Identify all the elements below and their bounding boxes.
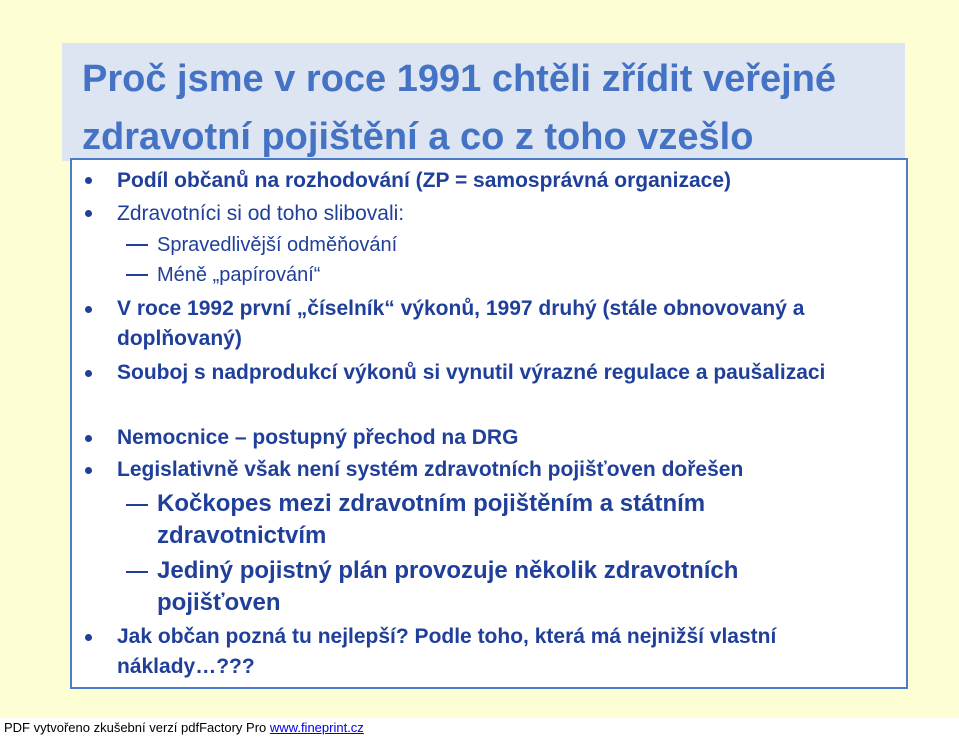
bullet-icon: [85, 467, 92, 474]
bullet-icon: [85, 370, 92, 377]
dash-icon: [126, 504, 148, 506]
footer: [4, 720, 364, 736]
list-item: Jak občan pozná tu nejlepší? Podle toho, která má nejnižší vlastní náklady…???: [117, 625, 777, 678]
list-item: Kočkopes mezi zdravotním pojištěním a státním zdravotnictvím: [157, 490, 706, 549]
list-item: Nemocnice – postupný přechod na DRG: [117, 426, 519, 449]
list-item: Zdravotníci si od toho slibovali:: [117, 202, 405, 225]
list-item: Podíl občanů na rozhodování (ZP = samosprávná organizace): [117, 169, 731, 192]
list-item: Méně „papírování“: [157, 264, 321, 286]
bullet-icon: [85, 210, 92, 217]
bullet-icon: [85, 306, 92, 313]
bullet-icon: [85, 634, 92, 641]
slide-title: Proč jsme v roce 1991 chtěli zřídit veřejné zdravotní pojištění a co z toho vzešlo: [82, 58, 837, 158]
bullet-icon: [85, 435, 92, 442]
bullet-icon: [85, 177, 92, 184]
list-item: Jediný pojistný plán provozuje několik zdravotních pojišťoven: [157, 557, 739, 616]
list-item: Souboj s nadprodukcí výkonů si vynutil výrazné regulace a paušalizaci: [117, 361, 826, 384]
list-item: Spravedlivější odměňování: [157, 234, 398, 256]
footer-link[interactable]: www.fineprint.cz: [269, 720, 364, 735]
dash-icon: [126, 274, 148, 276]
list-item: V roce 1992 první „číselník“ výkonů, 1997 druhý (stále obnovovaný a doplňovaný): [117, 297, 805, 350]
list-item: Legislativně však není systém zdravotních pojišťoven dořešen: [117, 458, 744, 481]
dash-icon: [126, 244, 148, 246]
dash-icon: [126, 571, 148, 573]
footer-text: PDF vytvořeno zkušební verzí pdfFactory Pro: [4, 720, 270, 735]
